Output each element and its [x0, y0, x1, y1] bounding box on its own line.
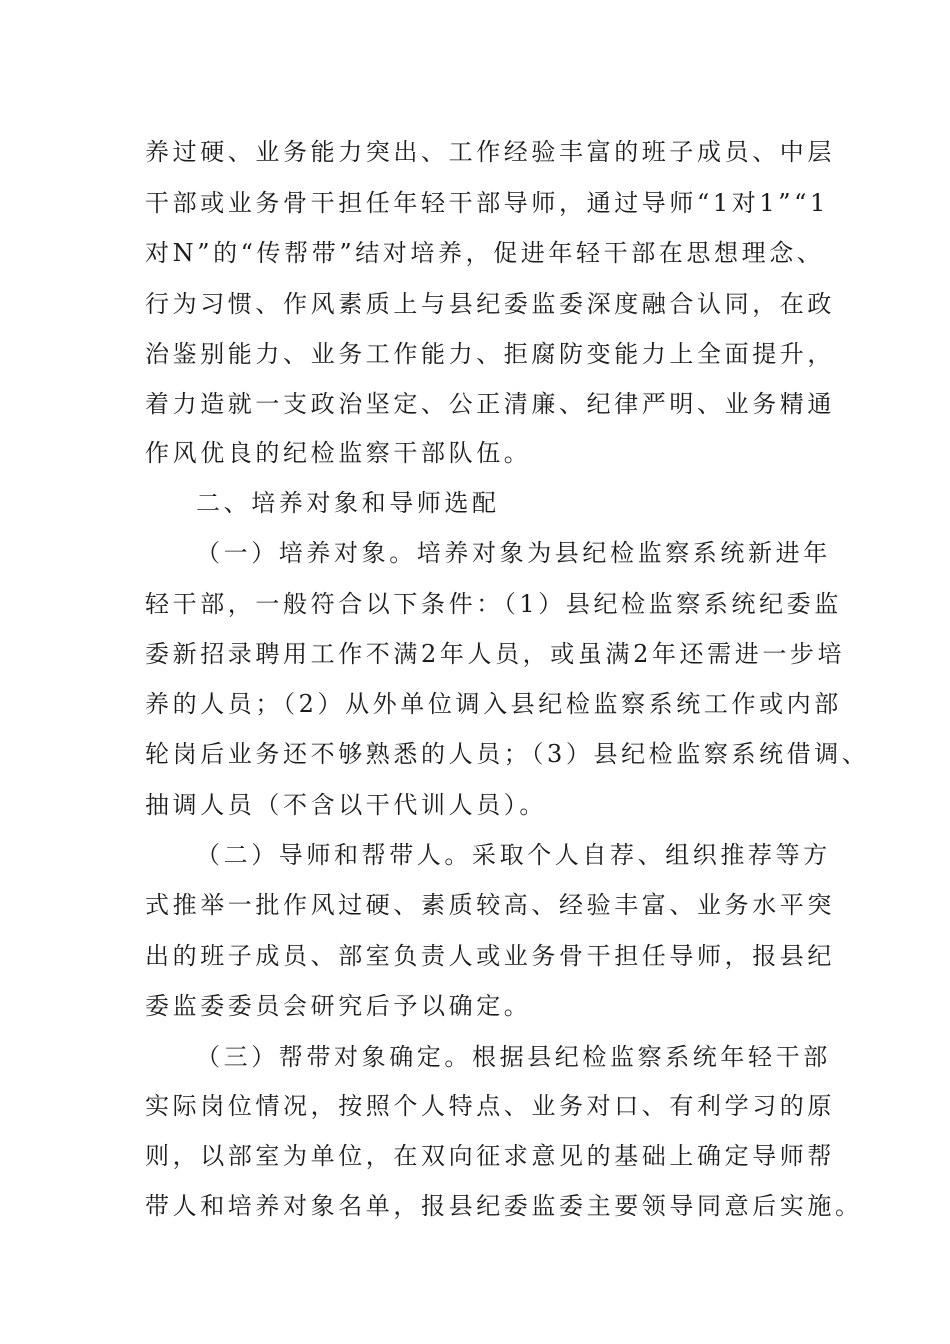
text-line: 委新招录聘用工作不满2年人员，或虽满2年还需进一步培	[145, 640, 846, 668]
text-line: （二）导师和帮带人。采取个人自荐、组织推荐等方	[196, 841, 831, 869]
text-line: 对N”的“传帮带”结对培养，促进年轻干部在思想理念、	[145, 239, 825, 267]
text-line: （一）培养对象。培养对象为县纪检监察系统新进年	[196, 539, 831, 567]
section-heading: 二、培养对象和导师选配	[196, 489, 500, 517]
text-line: 式推举一批作风过硬、素质较高、经验丰富、业务水平突	[145, 891, 835, 919]
text-line: 干部或业务骨干担任年轻干部导师，通过导师“1对1”“1	[145, 189, 829, 217]
text-line: 委监委委员会研究后予以确定。	[145, 992, 532, 1020]
text-line: 实际岗位情况，按照个人特点、业务对口、有利学习的原	[145, 1092, 835, 1120]
text-line: 作风优良的纪检监察干部队伍。	[145, 439, 532, 467]
text-line: 则，以部室为单位，在双向征求意见的基础上确定导师帮	[145, 1142, 835, 1170]
text-line: 轮岗后业务还不够熟悉的人员；（3）县纪检监察系统借调、	[145, 740, 870, 768]
text-line: 抽调人员（不含以干代训人员）。	[145, 791, 547, 819]
text-line: 养的人员；（2）从外单位调入县纪检监察系统工作或内部	[145, 690, 842, 718]
text-line: 治鉴别能力、业务工作能力、拒腐防变能力上全面提升，	[145, 340, 835, 368]
text-line: （三）帮带对象确定。根据县纪检监察系统年轻干部	[196, 1043, 831, 1071]
text-line: 养过硬、业务能力突出、工作经验丰富的班子成员、中层	[145, 138, 835, 166]
text-line: 行为习惯、作风素质上与县纪委监委深度融合认同，在政	[145, 290, 835, 318]
text-line: 出的班子成员、部室负责人或业务骨干担任导师，报县纪	[145, 942, 835, 970]
text-line: 带人和培养对象名单，报县纪委监委主要领导同意后实施。	[145, 1192, 863, 1220]
text-line: 轻干部，一般符合以下条件：（1）县纪检监察系统纪委监	[145, 590, 842, 618]
text-line: 着力造就一支政治坚定、公正清廉、纪律严明、业务精通	[145, 390, 835, 418]
